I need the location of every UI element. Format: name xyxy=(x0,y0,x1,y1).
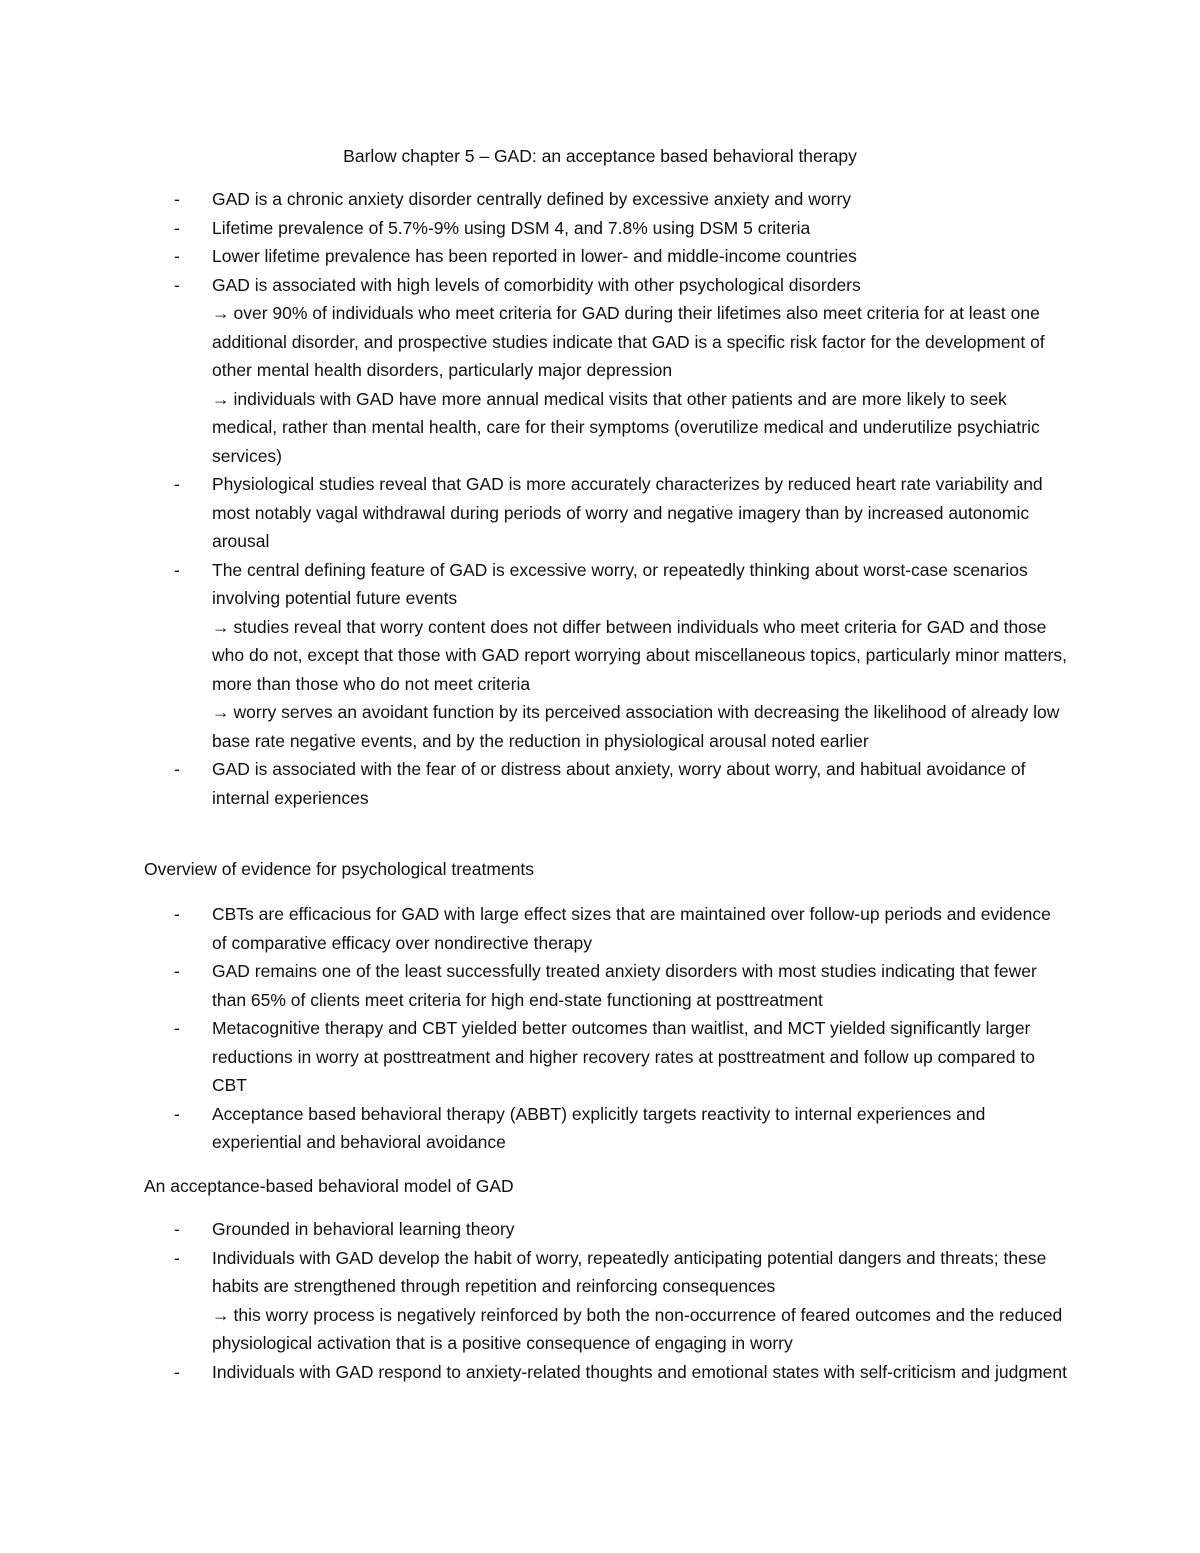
bullet-marker: - xyxy=(174,559,180,580)
document-title: Barlow chapter 5 – GAD: an acceptance based behavioral therapy xyxy=(343,146,857,166)
arrow-right-icon: → xyxy=(212,303,230,323)
bullet-item xyxy=(0,900,1068,957)
bullet-text: GAD is a chronic anxiety disorder centrally defined by excessive anxiety and worry xyxy=(212,189,852,209)
bullet-marker: - xyxy=(174,904,180,924)
sub-point xyxy=(212,299,1068,385)
arrow-right-icon: → xyxy=(212,388,230,409)
sub-point xyxy=(212,613,1068,699)
bullet-marker: - xyxy=(174,246,180,266)
bullet-text: GAD is associated with the fear of or distress about anxiety, worry about worry, and habitual avoidance of internal experiences xyxy=(212,759,1026,808)
bullet-item xyxy=(0,1014,1068,1100)
bullet-list xyxy=(0,900,1200,1157)
bullet-text: Individuals with GAD respond to anxiety-related thoughts and emotional states with self-criticism and judgment xyxy=(212,1361,1068,1382)
bullet-item xyxy=(0,1100,1068,1157)
bullet-item xyxy=(0,185,1068,214)
bullet-item xyxy=(0,470,1068,556)
sub-point-text: studies reveal that worry content does not differ between individuals who meet criteria for GAD and those who do not, except that those with GAD report worrying about miscellaneous topics, particularly minor matters, more than those who do not meet criteria xyxy=(212,616,1067,694)
sub-point xyxy=(212,385,1068,471)
bullet-marker: - xyxy=(174,217,180,238)
bullet-list xyxy=(0,185,1200,812)
bullet-text: Metacognitive therapy and CBT yielded better outcomes than waitlist, and MCT yielded significantly larger reductions in worry at posttreatment and higher recovery rates at posttreatment and follow up compared to CBT xyxy=(212,1018,1035,1095)
bullet-item xyxy=(0,1215,1068,1244)
bullet-marker: - xyxy=(174,274,180,295)
bullet-item xyxy=(0,755,1068,812)
bullet-text: Physiological studies reveal that GAD is more accurately characterizes by reduced heart rate variability and most notably vagal withdrawal during periods of worry and negative imagery than by increased autonomic arousal xyxy=(212,474,1043,551)
arrow-right-icon: → xyxy=(212,702,230,722)
bullet-text: Lifetime prevalence of 5.7%-9% using DSM 4, and 7.8% using DSM 5 criteria xyxy=(212,217,811,238)
bullet-marker: - xyxy=(174,189,180,209)
arrow-right-icon: → xyxy=(212,616,230,637)
sub-point xyxy=(212,698,1068,755)
arrow-right-icon: → xyxy=(212,1304,230,1325)
bullet-item xyxy=(0,1244,1068,1358)
bullet-marker: - xyxy=(174,1247,180,1268)
bullet-text: Individuals with GAD develop the habit of worry, repeatedly anticipating potential dangers and threats; these habits are strengthened through repetition and reinforcing consequences xyxy=(212,1247,1047,1296)
bullet-item xyxy=(0,214,1068,243)
sub-point-text: individuals with GAD have more annual medical visits that other patients and are more likely to seek medical, rather than mental health, care for their symptoms (overutilize medical and underutilize psychiatric services) xyxy=(212,388,1040,466)
sub-point-text: worry serves an avoidant function by its perceived association with decreasing the likelihood of already low base rate negative events, and by the reduction in physiological arousal noted earlier xyxy=(212,702,1060,751)
bullet-item xyxy=(0,556,1068,756)
bullet-marker: - xyxy=(174,474,180,494)
bullet-text: Lower lifetime prevalence has been reported in lower- and middle-income countries xyxy=(212,246,857,266)
bullet-marker: - xyxy=(174,1219,180,1239)
bullet-item xyxy=(0,271,1068,471)
section-heading: An acceptance-based behavioral model of GAD xyxy=(144,1176,514,1196)
bullet-marker: - xyxy=(174,961,180,981)
bullet-item xyxy=(0,957,1068,1014)
bullet-list xyxy=(0,1215,1200,1386)
bullet-text: GAD is associated with high levels of comorbidity with other psychological disorders xyxy=(212,274,861,295)
bullet-text: GAD remains one of the least successfully treated anxiety disorders with most studies indicating that fewer than 65% of clients meet criteria for high end-state functioning at posttreatment xyxy=(212,961,1037,1010)
bullet-marker: - xyxy=(174,759,180,779)
sub-point xyxy=(212,1301,1068,1358)
section-heading: Overview of evidence for psychological treatments xyxy=(144,859,535,879)
bullet-item xyxy=(0,242,1068,271)
bullet-text: The central defining feature of GAD is excessive worry, or repeatedly thinking about worst-case scenarios involving potential future events xyxy=(212,559,1028,608)
sub-point-text: over 90% of individuals who meet criteria for GAD during their lifetimes also meet criteria for at least one additional disorder, and prospective studies indicate that GAD is a specific risk factor for the development of other mental health disorders, particularly major depression xyxy=(212,303,1045,380)
bullet-marker: - xyxy=(174,1103,180,1124)
bullet-marker: - xyxy=(174,1361,180,1382)
bullet-text: Acceptance based behavioral therapy (ABBT) explicitly targets reactivity to internal experiences and experiential and behavioral avoidance xyxy=(212,1103,986,1152)
bullet-text: Grounded in behavioral learning theory xyxy=(212,1219,515,1239)
sub-point-text: this worry process is negatively reinforced by both the non-occurrence of feared outcomes and the reduced physiological activation that is a positive consequence of engaging in worry xyxy=(212,1304,1063,1353)
bullet-item xyxy=(0,1358,1068,1387)
bullet-text: CBTs are efficacious for GAD with large effect sizes that are maintained over follow-up periods and evidence of comparative efficacy over nondirective therapy xyxy=(212,904,1051,953)
bullet-marker: - xyxy=(174,1018,180,1038)
